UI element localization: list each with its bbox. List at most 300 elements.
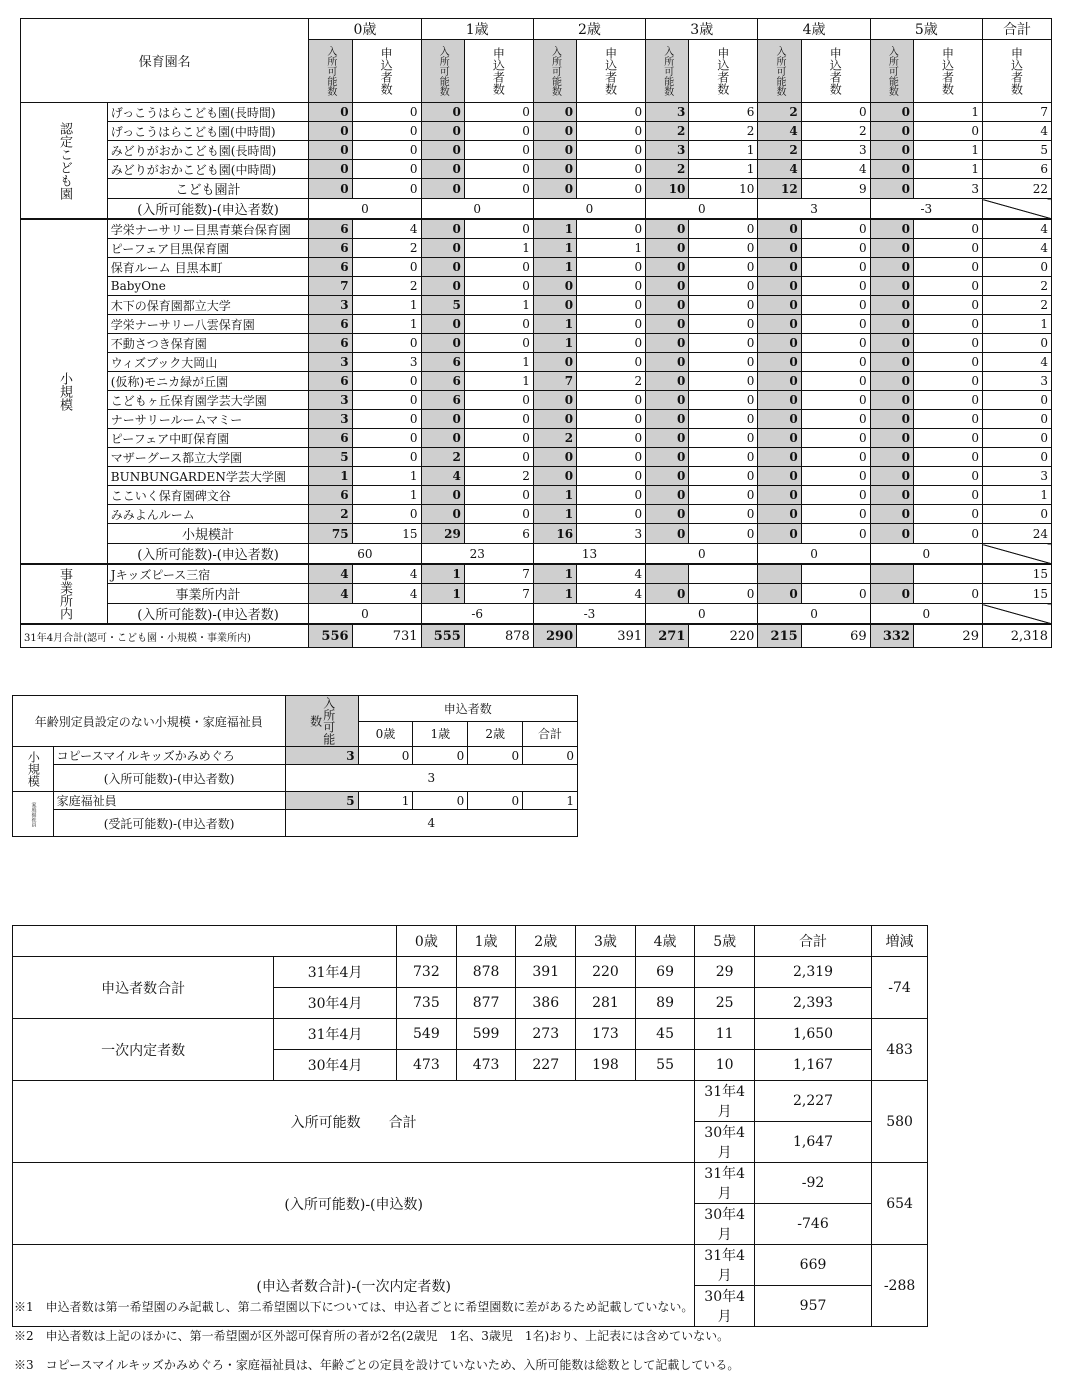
cap-cell: 2 [758,103,801,122]
app-cell: 1 [913,103,982,122]
cap-cell: 0 [646,277,689,296]
cap-cell: 0 [870,429,913,448]
summary-cell: 473 [456,1050,516,1081]
summary-corner [13,926,397,957]
year-30: 30年4月 [695,1286,755,1327]
cap-header-label: 入所可能数 [437,46,449,96]
app-cell: 0 [913,486,982,505]
summary-label: 一次内定者数 [13,1019,274,1081]
row-total: 2 [982,296,1051,315]
grand-cell: 290 [533,624,576,648]
row-total: 3 [982,467,1051,486]
cap-cell: 0 [870,277,913,296]
cap-cell: 6 [309,334,352,353]
summary-row [13,1081,928,1122]
cap-cell: 0 [421,315,464,334]
row-name: 木下の保育園都立大学 [107,296,309,315]
app-cell: 0 [352,122,421,141]
row-total: 0 [982,410,1051,429]
diff-empty-cell [982,199,1051,220]
cap-cell: 0 [646,410,689,429]
app-cell: 7 [464,564,533,584]
app-cell: 1 [689,141,758,160]
grand-total-row [21,624,1052,648]
app-cell: 2 [801,122,870,141]
summary-diff: 483 [872,1019,928,1081]
app-cell: 0 [913,391,982,410]
cap-cell: 0 [646,219,689,239]
sub-title: 年齢別定員設定のない小規模・家庭福祉員 [13,696,286,747]
app-cell: 0 [577,391,646,410]
summary-label: 申込者数合計 [13,957,274,1019]
app-cell: 4 [352,219,421,239]
app-cell: 2 [577,372,646,391]
sub-row2-total: 1 [523,792,578,810]
cap-cell: 6 [309,258,352,277]
diff-value: 0 [646,544,758,565]
row-total: 15 [982,564,1051,584]
cap-cell: 0 [533,448,576,467]
cap-header-4 [758,40,801,103]
app-cell: 3 [913,179,982,199]
cap-cell: 3 [309,353,352,372]
cap-cell: 0 [758,524,801,544]
app-cell: 0 [801,372,870,391]
summary-label: (入所可能数)-(申込数) [13,1163,695,1245]
cap-cell: 2 [646,160,689,179]
cap-cell: 4 [309,564,352,584]
app-cell: 0 [689,505,758,524]
app-cell: 0 [352,179,421,199]
grand-total: 2,318 [982,624,1051,648]
group-office [21,564,108,624]
app-cell: 9 [801,179,870,199]
summary-row [13,1245,928,1286]
sub-cap-label: 入所可能数 [308,697,336,745]
diff-value: 0 [646,199,758,220]
table-row [21,486,1052,505]
cap-cell: 0 [870,239,913,258]
grand-total-label: 31年4月合計(認可・こども園・小規模・事業所内) [21,624,309,648]
app-cell: 0 [913,219,982,239]
row-total: 3 [982,372,1051,391]
summary-cell: 10 [695,1050,755,1081]
cap-cell: 0 [758,277,801,296]
app-header-label: 申込者数 [491,47,506,95]
app-cell: 0 [352,429,421,448]
cap-cell: 0 [758,372,801,391]
app-cell: 0 [577,219,646,239]
app-cell: 1 [352,467,421,486]
diff-label: (入所可能数)-(申込者数) [107,604,309,625]
sub-row1-0: 0 [358,747,413,765]
table-row [21,296,1052,315]
age-2-header: 2歳 [533,19,645,40]
cap-header-label: 入所可能数 [774,46,786,96]
cap-header-3 [646,40,689,103]
row-name: BUNBUNGARDEN学芸大学園 [107,467,309,486]
app-cell: 0 [352,505,421,524]
cap-cell: 1 [533,564,576,584]
table-row [21,353,1052,372]
year-31: 31年4月 [274,1019,397,1050]
app-header-4 [801,40,870,103]
app-cell: 2 [352,239,421,258]
cap-cell: 0 [533,141,576,160]
cap-cell: 0 [421,239,464,258]
app-cell: 0 [689,277,758,296]
app-cell: 1 [352,486,421,505]
row-total: 2 [982,277,1051,296]
row-total: 4 [982,353,1051,372]
summary-value-30: -746 [754,1204,871,1245]
app-cell: 0 [464,486,533,505]
cap-header-label: 入所可能数 [661,46,673,96]
app-cell: 1 [689,160,758,179]
row-name: げっこうはらこども園(長時間) [107,103,309,122]
cap-cell: 0 [646,584,689,604]
app-cell: 2 [352,277,421,296]
cap-cell: 4 [421,467,464,486]
app-cell: 0 [464,103,533,122]
grand-cell: 332 [870,624,913,648]
app-total-header [982,40,1051,103]
app-cell: 0 [577,160,646,179]
cap-cell: 29 [421,524,464,544]
sub-row2-cap: 5 [285,792,358,810]
cap-cell: 0 [870,353,913,372]
cap-cell: 0 [646,296,689,315]
app-cell: 1 [464,353,533,372]
row-total: 5 [982,141,1051,160]
diff-value: -6 [421,604,533,625]
app-cell: 0 [464,505,533,524]
cap-cell: 0 [870,179,913,199]
summary-cell: 227 [516,1050,576,1081]
cap-cell: 0 [870,160,913,179]
app-cell: 0 [464,258,533,277]
summary-cell: 69 [635,957,695,988]
table-row [21,410,1052,429]
cap-cell: 1 [309,467,352,486]
row-name: ナーサリールームマミー [107,410,309,429]
app-cell: 0 [913,258,982,277]
grand-cell: 731 [352,624,421,648]
cap-cell: 0 [758,334,801,353]
summary-row [13,957,928,988]
cap-cell: 0 [309,141,352,160]
app-cell: 0 [689,524,758,544]
cap-cell: 6 [309,315,352,334]
cap-cell: 0 [309,179,352,199]
app-cell: 3 [577,524,646,544]
app-cell: 0 [801,219,870,239]
row-name: 学栄ナーサリー目黒青葉台保育園 [107,219,309,239]
cap-cell: 0 [533,353,576,372]
app-header-label: 申込者数 [828,47,843,95]
cap-cell: 0 [421,277,464,296]
summary-value-31: -92 [754,1163,871,1204]
summary-diff: -74 [872,957,928,1019]
app-cell: 0 [801,296,870,315]
cap-cell: 2 [758,141,801,160]
app-header-label: 申込者数 [940,47,955,95]
cap-cell: 1 [533,334,576,353]
cap-cell: 7 [309,277,352,296]
cap-cell: 0 [870,467,913,486]
app-header-5 [913,40,982,103]
cap-cell: 5 [421,296,464,315]
app-cell: 0 [577,334,646,353]
diff-row [21,199,1052,220]
diff-value: 0 [646,604,758,625]
app-cell: 0 [913,467,982,486]
cap-cell: 3 [309,391,352,410]
sub-diff2-value: 4 [285,810,577,837]
cap-cell: 0 [646,524,689,544]
sub-col-2: 2歳 [468,721,523,747]
table-row [21,584,1052,604]
app-cell: 0 [801,448,870,467]
app-cell: 7 [464,584,533,604]
app-cell: 0 [577,296,646,315]
sub-col-1: 1歳 [413,721,468,747]
cap-cell: 0 [870,219,913,239]
grand-cell: 220 [689,624,758,648]
app-cell [801,564,870,584]
row-total: 0 [982,334,1051,353]
cap-cell: 1 [421,564,464,584]
cap-cell: 0 [646,258,689,277]
cap-cell: 1 [533,219,576,239]
cap-cell: 0 [646,372,689,391]
cap-cell: 0 [309,160,352,179]
row-total: 6 [982,160,1051,179]
summary-cell: 732 [397,957,457,988]
cap-cell: 2 [421,448,464,467]
row-name: Jキッズピース三宿 [107,564,309,584]
app-cell: 0 [689,391,758,410]
nursery-capacity-table [20,18,1052,648]
diff-value: 60 [309,544,421,565]
year-30: 30年4月 [274,1050,397,1081]
summary-diff: -288 [872,1245,928,1327]
cap-cell [870,564,913,584]
cap-cell: 0 [421,179,464,199]
app-cell: 0 [801,505,870,524]
table-row [21,122,1052,141]
diff-value: 0 [309,604,421,625]
cap-cell: 0 [309,122,352,141]
cap-cell: 0 [533,122,576,141]
app-cell: 0 [801,410,870,429]
main-header [21,19,1052,103]
cap-cell: 0 [758,219,801,239]
app-cell: 3 [801,141,870,160]
diff-label: (入所可能数)-(申込者数) [107,199,309,220]
cap-cell: 0 [870,486,913,505]
app-cell: 0 [577,103,646,122]
summary-cell: 735 [397,988,457,1019]
summary-body [13,957,928,1327]
summary-cell: 391 [516,957,576,988]
cap-cell: 12 [758,179,801,199]
app-cell: 0 [577,277,646,296]
summary-cell: 45 [635,1019,695,1050]
app-cell: 0 [352,372,421,391]
cap-cell: 0 [421,486,464,505]
cap-cell: 0 [758,429,801,448]
app-header-2 [577,40,646,103]
year-31: 31年4月 [274,957,397,988]
row-name: (仮称)モニカ緑が丘園 [107,372,309,391]
cap-cell: 0 [758,584,801,604]
app-cell [689,564,758,584]
cap-cell: 0 [870,103,913,122]
app-cell: 0 [689,410,758,429]
row-total: 0 [982,448,1051,467]
app-cell: 0 [801,334,870,353]
summary-col-total: 合計 [754,926,871,957]
summary-diff: 580 [872,1081,928,1163]
app-cell: 0 [577,353,646,372]
diff-value: 0 [758,544,870,565]
year-30: 30年4月 [274,988,397,1019]
app-header-label: 申込者数 [379,47,394,95]
diff-value: 0 [421,199,533,220]
cap-cell: 0 [870,524,913,544]
summary-col-2: 2歳 [516,926,576,957]
app-header-0 [352,40,421,103]
table-row [21,524,1052,544]
app-cell: 0 [464,160,533,179]
table-row [21,258,1052,277]
app-cell: 0 [689,315,758,334]
table-row [21,103,1052,122]
cap-cell: 0 [646,239,689,258]
app-cell: 1 [464,296,533,315]
app-cell: 0 [801,429,870,448]
diff-value: 0 [758,604,870,625]
sub-cap-header [285,696,358,747]
table-row [21,277,1052,296]
app-cell: 0 [577,448,646,467]
grand-cell: 555 [421,624,464,648]
cap-cell: 0 [870,315,913,334]
table-row [21,141,1052,160]
app-cell: 0 [689,334,758,353]
app-cell: 0 [464,315,533,334]
sub-group-home-label: 家庭福祉員 [30,801,37,827]
app-cell: 10 [689,179,758,199]
cap-cell: 0 [646,391,689,410]
diff-empty-cell [982,604,1051,625]
cap-cell: 0 [533,179,576,199]
app-cell: 0 [464,448,533,467]
cap-cell: 0 [758,467,801,486]
app-cell: 0 [464,391,533,410]
app-cell: 0 [577,429,646,448]
year-31: 31年4月 [695,1163,755,1204]
cap-cell: 4 [758,160,801,179]
cap-cell: 0 [421,334,464,353]
summary-value-31: 669 [754,1245,871,1286]
cap-cell: 1 [533,584,576,604]
table-row [21,372,1052,391]
group-nintei-label: 認定こども園 [57,121,73,200]
grand-cell: 215 [758,624,801,648]
cap-cell: 1 [533,486,576,505]
summary-label: 入所可能数 合計 [13,1081,695,1163]
row-total: 1 [982,315,1051,334]
summary-cell: 473 [397,1050,457,1081]
summary-cell: 877 [456,988,516,1019]
app-cell: 0 [689,296,758,315]
app-cell: 0 [689,429,758,448]
cap-cell: 5 [309,448,352,467]
app-cell: 6 [689,103,758,122]
diff-value: 23 [421,544,533,565]
cap-cell: 0 [421,219,464,239]
cap-cell: 1 [533,239,576,258]
diff-value: 0 [870,604,982,625]
cap-cell: 1 [421,584,464,604]
cap-cell: 6 [309,372,352,391]
row-total: 1 [982,486,1051,505]
app-cell: 0 [913,296,982,315]
app-cell: 0 [801,353,870,372]
app-header-1 [464,40,533,103]
cap-cell: 0 [870,141,913,160]
table-row [21,505,1052,524]
sub-diff2-label: (受託可能数)-(申込者数) [53,810,285,837]
row-name: みどりがおかこども園(中時間) [107,160,309,179]
row-name: マザーグース都立大学園 [107,448,309,467]
grand-cell: 69 [801,624,870,648]
note-2: ※2 申込者数は上記のほかに、第一希望園が区外認可保育所の者が2名(2歳児 1名、3歳児 1名)おり、上記表には含めていない。 [14,1329,730,1343]
cap-cell: 0 [870,391,913,410]
app-cell: 0 [801,239,870,258]
row-total: 22 [982,179,1051,199]
app-cell: 0 [464,410,533,429]
row-name: ピーフェア目黒保育園 [107,239,309,258]
sub-row1-1: 0 [413,747,468,765]
app-cell: 4 [352,584,421,604]
summary-row [13,1019,928,1050]
app-cell: 0 [801,391,870,410]
sub-diff1-value: 3 [285,765,577,792]
cap-cell: 0 [646,467,689,486]
app-cell: 0 [801,467,870,486]
cap-cell: 0 [758,353,801,372]
app-cell: 0 [801,258,870,277]
summary-cell: 198 [576,1050,636,1081]
app-cell: 0 [464,334,533,353]
grand-cell: 556 [309,624,352,648]
cap-header-label: 入所可能数 [324,46,336,96]
app-header-label: 申込者数 [603,47,618,95]
cap-cell: 0 [758,486,801,505]
cap-cell: 0 [758,448,801,467]
app-cell: 0 [801,486,870,505]
cap-cell: 0 [421,429,464,448]
diff-label: (入所可能数)-(申込者数) [107,544,309,565]
cap-cell: 0 [870,372,913,391]
app-cell: 0 [577,179,646,199]
year-30: 30年4月 [695,1204,755,1245]
app-cell: 0 [913,334,982,353]
cap-cell: 2 [309,505,352,524]
